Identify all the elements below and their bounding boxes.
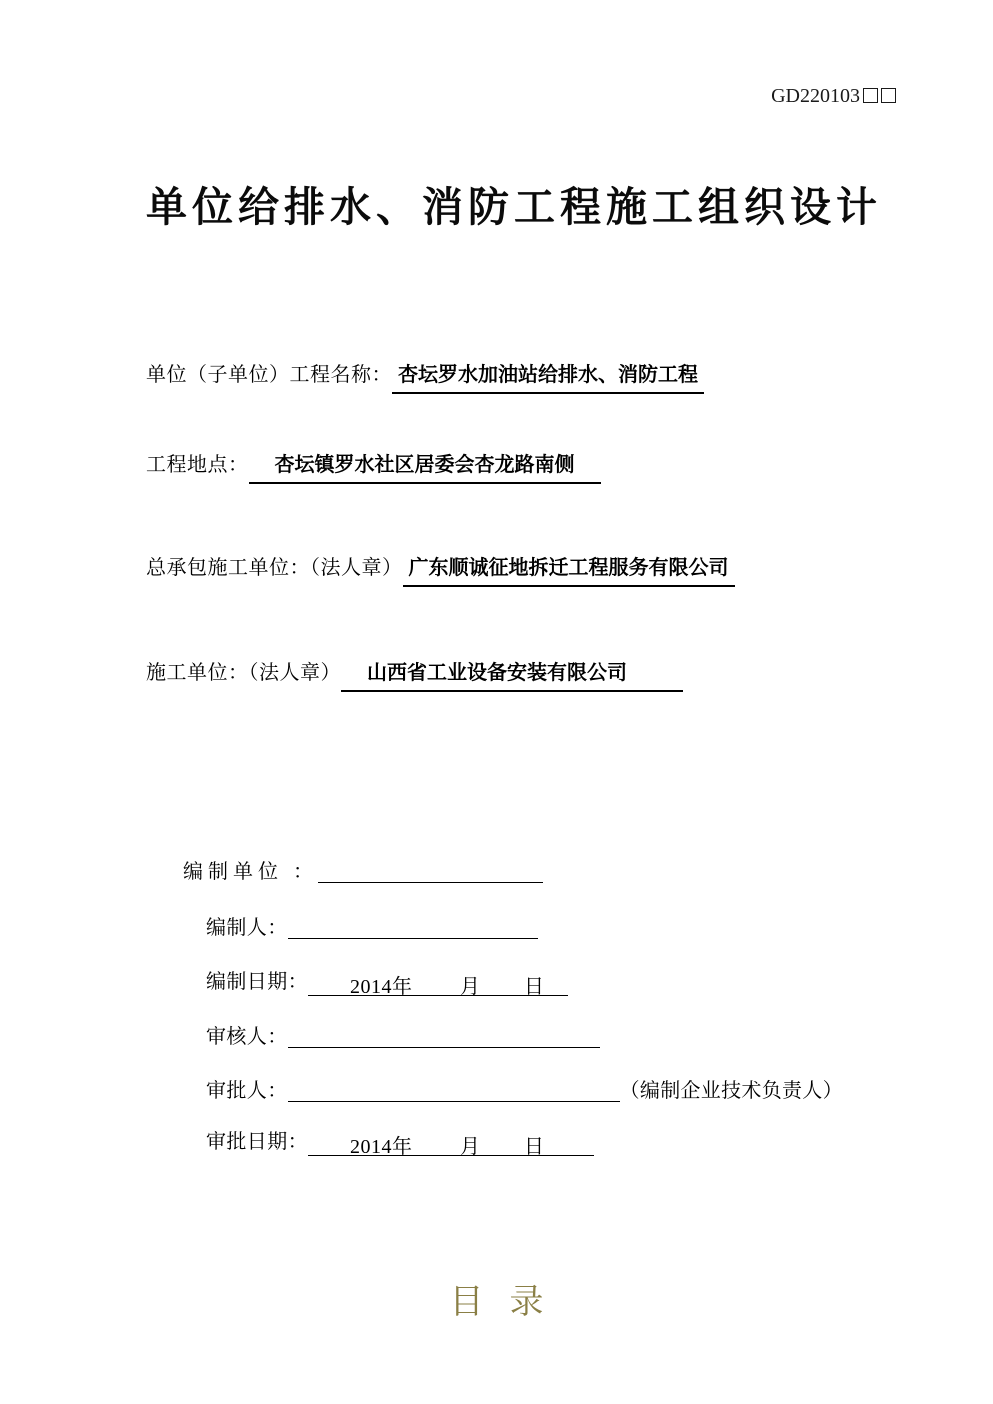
approve-date-month-unit: 月 [460, 1136, 480, 1158]
prepare-date-input[interactable] [308, 972, 568, 996]
project-site-label: 工程地点： [146, 454, 249, 476]
info-row-main-contractor [146, 553, 735, 587]
info-row-construction-unit [146, 658, 683, 692]
main-contractor-label: 总承包施工单位：（法人章） [146, 557, 403, 579]
construction-unit-label: 施工单位：（法人章） [146, 662, 341, 684]
missing-glyph-box-icon [863, 88, 878, 103]
reviewed-by-input[interactable] [288, 1025, 600, 1048]
missing-glyph-box-icon [881, 88, 896, 103]
prepare-unit-input[interactable] [318, 860, 543, 883]
approved-by-input[interactable] [288, 1079, 620, 1102]
document-code [771, 84, 896, 108]
approved-by-note: （编制企业技术负责人） [619, 1080, 843, 1102]
prepared-by-input[interactable] [288, 916, 538, 939]
prepare-date-day-unit: 日 [524, 976, 544, 998]
form-row-approved-by [206, 1076, 843, 1106]
approve-date-year: 2014 [350, 1136, 392, 1158]
form-row-reviewed-by [206, 1022, 600, 1052]
construction-unit-value: 山西省工业设备安装有限公司 [341, 658, 683, 692]
project-name-value: 杏坛罗水加油站给排水、消防工程 [392, 360, 704, 394]
document-code-text: GD220103 [771, 85, 860, 107]
approve-date-label: 审批日期： [206, 1131, 308, 1153]
info-row-project-name [146, 360, 704, 394]
reviewed-by-label: 审核人： [206, 1026, 288, 1048]
project-site-value: 杏坛镇罗水社区居委会杏龙路南侧 [249, 450, 601, 484]
prepare-unit-label: 编制单位 ： [183, 861, 318, 883]
approve-date-input[interactable] [308, 1132, 594, 1156]
project-name-label: 单位（子单位）工程名称： [146, 364, 392, 386]
approve-date-day-unit: 日 [524, 1136, 544, 1158]
prepare-date-year-unit: 年 [392, 976, 412, 998]
form-row-prepare-date [206, 967, 568, 997]
prepared-by-label: 编制人： [206, 917, 288, 939]
toc-heading: 目录 [449, 1284, 570, 1321]
page-title: 单位给排水、消防工程施工组织设计 [146, 183, 882, 232]
prepare-date-label: 编制日期： [206, 971, 308, 993]
approve-date-year-unit: 年 [392, 1136, 412, 1158]
approved-by-label: 审批人： [206, 1080, 288, 1102]
main-contractor-value: 广东顺诚征地拆迁工程服务有限公司 [403, 553, 735, 587]
info-row-project-site [146, 450, 601, 484]
prepare-date-year: 2014 [350, 976, 392, 998]
prepare-date-month-unit: 月 [460, 976, 480, 998]
form-row-approve-date [206, 1127, 594, 1157]
form-row-prepare-unit [183, 857, 543, 887]
form-row-prepared-by [206, 913, 538, 943]
